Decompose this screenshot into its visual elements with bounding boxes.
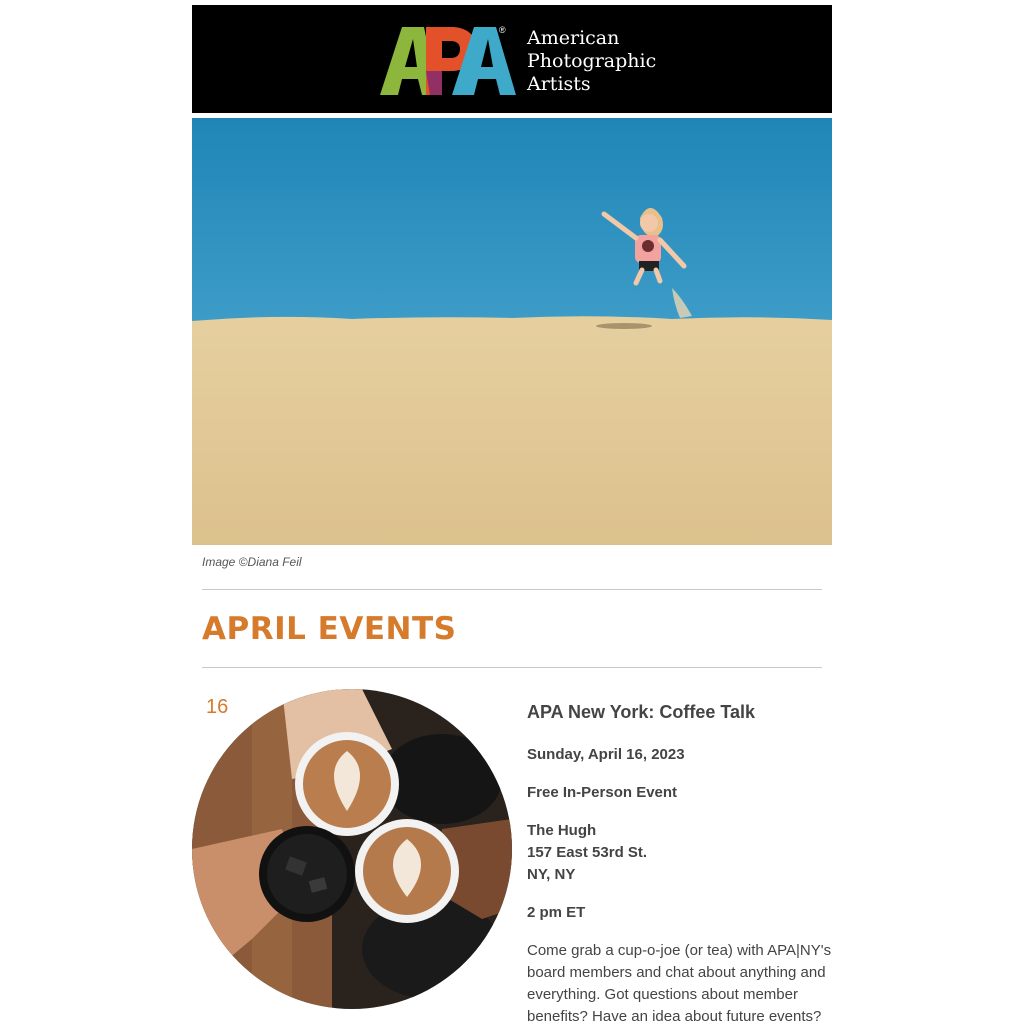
- event-day-number: 16: [206, 696, 229, 718]
- hero-photo-icon: [192, 118, 832, 545]
- org-name-line-2: Photographic: [527, 50, 657, 72]
- event-address: 157 East 53rd St.: [527, 844, 648, 861]
- email-body: [192, 5, 832, 1025]
- event-type: Free In-Person Event: [527, 784, 678, 801]
- event-description: Come grab a cup-o-joe (or tea) with APA|NY's board members and chat about anything and everything. Got questions about member benefits? Have an idea about future events?: [527, 942, 832, 1025]
- hero-image[interactable]: [192, 118, 832, 545]
- registered-mark: ®: [499, 25, 506, 35]
- image-credit: Image ©Diana Feil: [202, 555, 302, 569]
- divider: [202, 589, 822, 590]
- divider: [202, 667, 822, 668]
- event-venue: The Hugh: [527, 822, 597, 839]
- header-banner[interactable]: [192, 5, 832, 113]
- org-name-line-1: American: [527, 27, 620, 49]
- apa-logo-icon[interactable]: [380, 27, 516, 95]
- org-name-line-3: Artists: [527, 73, 591, 95]
- event-city: NY, NY: [527, 866, 576, 883]
- event-title[interactable]: APA New York: Coffee Talk: [527, 702, 756, 722]
- event-details: [527, 702, 832, 1028]
- org-name: [527, 27, 656, 96]
- coffee-cups-toast-photo-icon: [192, 689, 512, 1009]
- event-photo[interactable]: [192, 689, 512, 1009]
- section-title: APRIL EVENTS: [202, 611, 457, 647]
- event-date: Sunday, April 16, 2023: [527, 746, 685, 763]
- event-time: 2 pm ET: [527, 904, 586, 921]
